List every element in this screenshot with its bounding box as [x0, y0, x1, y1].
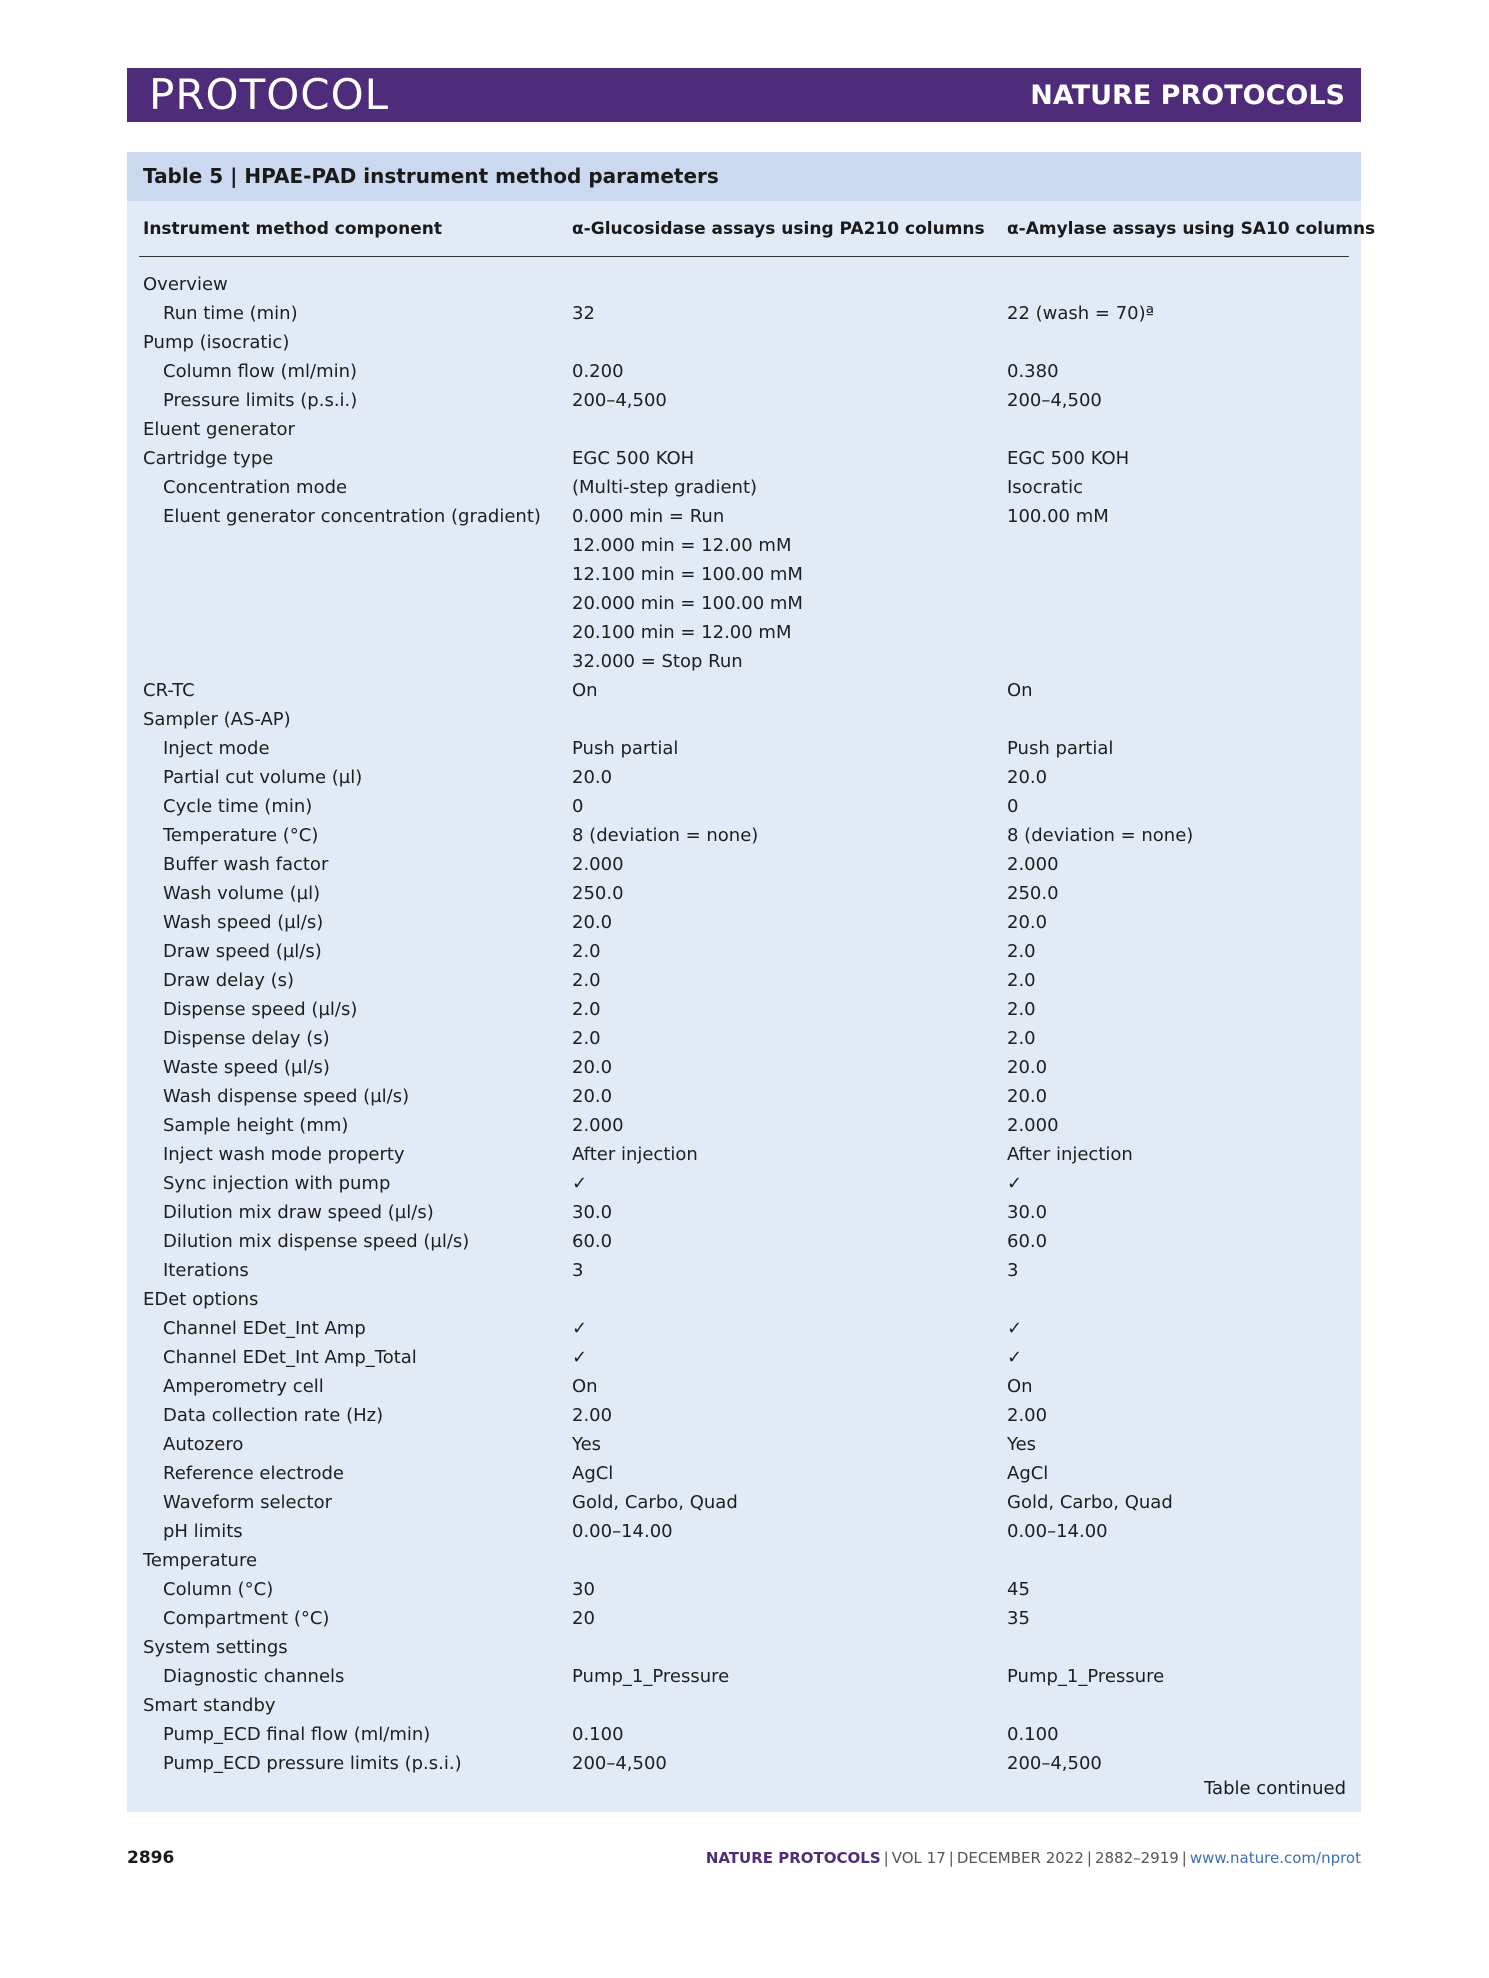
amylase-value: 8 (deviation = none)	[1007, 825, 1194, 846]
amylase-value: 45	[1007, 1579, 1030, 1600]
row-label: Waste speed (µl/s)	[163, 1057, 330, 1078]
page-number: 2896	[127, 1848, 175, 1868]
row-label: Inject mode	[163, 738, 270, 759]
table-row	[127, 966, 1361, 995]
table-row	[127, 1459, 1361, 1488]
table-row	[127, 1488, 1361, 1517]
amylase-value: Yes	[1007, 1434, 1037, 1455]
glucosidase-value: 0	[572, 796, 584, 817]
row-label: Waveform selector	[163, 1492, 332, 1513]
table-row	[127, 705, 1361, 734]
row-label: Amperometry cell	[163, 1376, 324, 1397]
glucosidase-value: 60.0	[572, 1231, 613, 1252]
glucosidase-value: 30.0	[572, 1202, 613, 1223]
row-label: Dilution mix draw speed (µl/s)	[163, 1202, 434, 1223]
row-label: Dilution mix dispense speed (µl/s)	[163, 1231, 470, 1252]
row-label: Concentration mode	[163, 477, 348, 498]
table-row	[127, 270, 1361, 299]
amylase-value: On	[1007, 1376, 1033, 1397]
row-label: Column flow (ml/min)	[163, 361, 358, 382]
glucosidase-value: 0.200	[572, 361, 624, 382]
amylase-value: 30.0	[1007, 1202, 1048, 1223]
table-row	[127, 1111, 1361, 1140]
table-row	[127, 444, 1361, 473]
amylase-value: After injection	[1007, 1144, 1133, 1165]
table-row	[127, 1662, 1361, 1691]
glucosidase-value: 20.0	[572, 912, 613, 933]
table-row	[127, 1256, 1361, 1285]
amylase-value: 2.00	[1007, 1405, 1048, 1426]
row-label: Pressure limits (p.s.i.)	[163, 390, 358, 411]
table-body	[127, 270, 1361, 1778]
footer-journal: NATURE PROTOCOLS	[705, 1849, 881, 1867]
amylase-value: 20.0	[1007, 1057, 1048, 1078]
row-label: Partial cut volume (µl)	[163, 767, 363, 788]
table-row	[127, 328, 1361, 357]
row-label: Draw delay (s)	[163, 970, 295, 991]
row-label: Iterations	[163, 1260, 249, 1281]
glucosidase-value: 30	[572, 1579, 595, 1600]
table-row	[127, 1082, 1361, 1111]
glucosidase-value: 250.0	[572, 883, 624, 904]
table-row	[127, 792, 1361, 821]
glucosidase-value: 200–4,500	[572, 1753, 667, 1774]
row-label: pH limits	[163, 1521, 243, 1542]
glucosidase-value: 20.100 min = 12.00 mM	[572, 622, 792, 643]
table-row	[127, 1227, 1361, 1256]
amylase-value: 20.0	[1007, 912, 1048, 933]
amylase-value: Gold, Carbo, Quad	[1007, 1492, 1173, 1513]
amylase-value: 20.0	[1007, 1086, 1048, 1107]
amylase-value: Push partial	[1007, 738, 1114, 759]
footer-citation: NATURE PROTOCOLS | VOL 17 | DECEMBER 2022 | 2882–2919 | www.nature.com/nprot	[705, 1849, 1361, 1867]
row-label: Data collection rate (Hz)	[163, 1405, 384, 1426]
table-row	[127, 821, 1361, 850]
row-label: Wash dispense speed (µl/s)	[163, 1086, 410, 1107]
glucosidase-value: 20.0	[572, 1057, 613, 1078]
glucosidase-value: ✓	[572, 1173, 588, 1194]
row-label: Sampler (AS-AP)	[143, 709, 291, 730]
row-label: Dispense speed (µl/s)	[163, 999, 358, 1020]
row-label: Channel EDet_Int Amp	[163, 1318, 366, 1339]
table-row	[127, 1198, 1361, 1227]
glucosidase-value: 2.00	[572, 1405, 613, 1426]
section-label: PROTOCOL	[149, 70, 390, 119]
table-row	[127, 879, 1361, 908]
row-label: Diagnostic channels	[163, 1666, 345, 1687]
glucosidase-value: On	[572, 1376, 598, 1397]
amylase-value: 0.100	[1007, 1724, 1059, 1745]
footer-date: DECEMBER 2022	[956, 1849, 1084, 1867]
amylase-value: 2.0	[1007, 1028, 1036, 1049]
table-row	[127, 1140, 1361, 1169]
glucosidase-value: 12.000 min = 12.00 mM	[572, 535, 792, 556]
table-row	[127, 473, 1361, 502]
amylase-value: AgCl	[1007, 1463, 1049, 1484]
row-label: Column (°C)	[163, 1579, 274, 1600]
glucosidase-value: On	[572, 680, 598, 701]
footer-url[interactable]: www.nature.com/nprot	[1189, 1849, 1361, 1867]
row-label: Cartridge type	[143, 448, 274, 469]
row-label: Wash volume (µl)	[163, 883, 321, 904]
glucosidase-value: 2.000	[572, 854, 624, 875]
glucosidase-value: 200–4,500	[572, 390, 667, 411]
table-row	[127, 647, 1361, 676]
table-caption	[127, 152, 1361, 201]
row-label: Dispense delay (s)	[163, 1028, 330, 1049]
amylase-value: 2.0	[1007, 970, 1036, 991]
glucosidase-value: 20.000 min = 100.00 mM	[572, 593, 803, 614]
table-row	[127, 995, 1361, 1024]
table-row	[127, 1517, 1361, 1546]
journal-name: NATURE PROTOCOLS	[1030, 80, 1345, 111]
glucosidase-value: 20.0	[572, 1086, 613, 1107]
amylase-value: 35	[1007, 1608, 1030, 1629]
table-row	[127, 734, 1361, 763]
glucosidase-value: 12.100 min = 100.00 mM	[572, 564, 803, 585]
row-label: Channel EDet_Int Amp_Total	[163, 1347, 417, 1368]
amylase-value: 2.000	[1007, 1115, 1059, 1136]
table-row	[127, 1401, 1361, 1430]
glucosidase-value: EGC 500 KOH	[572, 448, 695, 469]
glucosidase-value: 32	[572, 303, 595, 324]
glucosidase-value: 2.0	[572, 1028, 601, 1049]
amylase-value: ✓	[1007, 1318, 1023, 1339]
table-row	[127, 1546, 1361, 1575]
row-label: Temperature	[143, 1550, 258, 1571]
glucosidase-value: 2.0	[572, 970, 601, 991]
amylase-value: 22 (wash = 70)ª	[1007, 303, 1155, 324]
row-label: Sample height (mm)	[163, 1115, 349, 1136]
amylase-value: EGC 500 KOH	[1007, 448, 1130, 469]
table-row	[127, 560, 1361, 589]
table-row	[127, 1372, 1361, 1401]
row-label: Pump (isocratic)	[143, 332, 290, 353]
footer-volume: VOL 17	[891, 1849, 946, 1867]
row-label: Cycle time (min)	[163, 796, 313, 817]
row-label: Eluent generator concentration (gradient)	[163, 506, 541, 527]
table-row	[127, 850, 1361, 879]
glucosidase-value: (Multi-step gradient)	[572, 477, 758, 498]
amylase-value: On	[1007, 680, 1033, 701]
table-row	[127, 1691, 1361, 1720]
table-row	[127, 1430, 1361, 1459]
row-label: Temperature (°C)	[163, 825, 319, 846]
amylase-value: 250.0	[1007, 883, 1059, 904]
amylase-value: 20.0	[1007, 767, 1048, 788]
table-row	[127, 589, 1361, 618]
glucosidase-value: AgCl	[572, 1463, 614, 1484]
amylase-value: 3	[1007, 1260, 1019, 1281]
amylase-value: 0.00–14.00	[1007, 1521, 1108, 1542]
table-row	[127, 1343, 1361, 1372]
table-row	[127, 1053, 1361, 1082]
amylase-value: 200–4,500	[1007, 390, 1102, 411]
amylase-value: 2.000	[1007, 854, 1059, 875]
amylase-value: ✓	[1007, 1173, 1023, 1194]
glucosidase-value: 2.0	[572, 999, 601, 1020]
table-row	[127, 1285, 1361, 1314]
glucosidase-value: After injection	[572, 1144, 698, 1165]
row-label: Compartment (°C)	[163, 1608, 330, 1629]
table-row	[127, 1604, 1361, 1633]
table-row	[127, 1314, 1361, 1343]
table-row	[127, 299, 1361, 328]
table-row	[127, 1575, 1361, 1604]
glucosidase-value: 2.0	[572, 941, 601, 962]
glucosidase-value: 0.000 min = Run	[572, 506, 725, 527]
row-label: Inject wash mode property	[163, 1144, 405, 1165]
table-row	[127, 618, 1361, 647]
header-bar	[127, 68, 1361, 122]
amylase-value: Pump_1_Pressure	[1007, 1666, 1165, 1687]
amylase-value: 2.0	[1007, 999, 1036, 1020]
row-label: Sync injection with pump	[163, 1173, 391, 1194]
amylase-value: ✓	[1007, 1347, 1023, 1368]
glucosidase-value: 32.000 = Stop Run	[572, 651, 743, 672]
amylase-value: 0.380	[1007, 361, 1059, 382]
table-row	[127, 1749, 1361, 1778]
column-header-amylase: α-Amylase assays using SA10 columns	[1007, 219, 1376, 239]
table-row	[127, 357, 1361, 386]
row-label: EDet options	[143, 1289, 259, 1310]
amylase-value: 200–4,500	[1007, 1753, 1102, 1774]
amylase-value: 60.0	[1007, 1231, 1048, 1252]
table-panel	[127, 152, 1376, 1812]
row-label: Pump_ECD final flow (ml/min)	[163, 1724, 431, 1745]
glucosidase-value: Gold, Carbo, Quad	[572, 1492, 738, 1513]
column-header-component: Instrument method component	[143, 219, 442, 239]
glucosidase-value: 20.0	[572, 767, 613, 788]
table-row	[127, 676, 1361, 705]
table-continued-note: Table continued	[1204, 1778, 1346, 1799]
row-label: System settings	[143, 1637, 288, 1658]
column-header-glucosidase: α-Glucosidase assays using PA210 columns	[572, 219, 985, 239]
row-label: Smart standby	[143, 1695, 276, 1716]
row-label: Eluent generator	[143, 419, 295, 440]
glucosidase-value: Push partial	[572, 738, 679, 759]
table-row	[127, 908, 1361, 937]
glucosidase-value: ✓	[572, 1318, 588, 1339]
table-row	[127, 1024, 1361, 1053]
table-row	[127, 415, 1361, 444]
table-title: Table 5 | HPAE-PAD instrument method parameters	[143, 164, 719, 188]
glucosidase-value: 0.00–14.00	[572, 1521, 673, 1542]
row-label: Draw speed (µl/s)	[163, 941, 322, 962]
row-label: CR-TC	[143, 680, 195, 701]
table-row	[127, 502, 1361, 531]
table-row	[127, 531, 1361, 560]
table-row	[127, 1720, 1361, 1749]
header-rule	[139, 256, 1349, 257]
table-row	[127, 386, 1361, 415]
glucosidase-value: ✓	[572, 1347, 588, 1368]
glucosidase-value: 3	[572, 1260, 584, 1281]
amylase-value: 2.0	[1007, 941, 1036, 962]
footer-pages: 2882–2919	[1094, 1849, 1179, 1867]
row-label: Run time (min)	[163, 303, 298, 324]
amylase-value: 100.00 mM	[1007, 506, 1109, 527]
row-label: Buffer wash factor	[163, 854, 329, 875]
glucosidase-value: 0.100	[572, 1724, 624, 1745]
glucosidase-value: 2.000	[572, 1115, 624, 1136]
table-row	[127, 937, 1361, 966]
glucosidase-value: 20	[572, 1608, 595, 1629]
table-row	[127, 1169, 1361, 1198]
glucosidase-value: Pump_1_Pressure	[572, 1666, 730, 1687]
table-row	[127, 1633, 1361, 1662]
row-label: Wash speed (µl/s)	[163, 912, 324, 933]
row-label: Overview	[143, 274, 228, 295]
row-label: Reference electrode	[163, 1463, 344, 1484]
row-label: Autozero	[163, 1434, 244, 1455]
row-label: Pump_ECD pressure limits (p.s.i.)	[163, 1753, 462, 1774]
glucosidase-value: 8 (deviation = none)	[572, 825, 759, 846]
amylase-value: Isocratic	[1007, 477, 1083, 498]
glucosidase-value: Yes	[572, 1434, 602, 1455]
table-row	[127, 763, 1361, 792]
amylase-value: 0	[1007, 796, 1019, 817]
